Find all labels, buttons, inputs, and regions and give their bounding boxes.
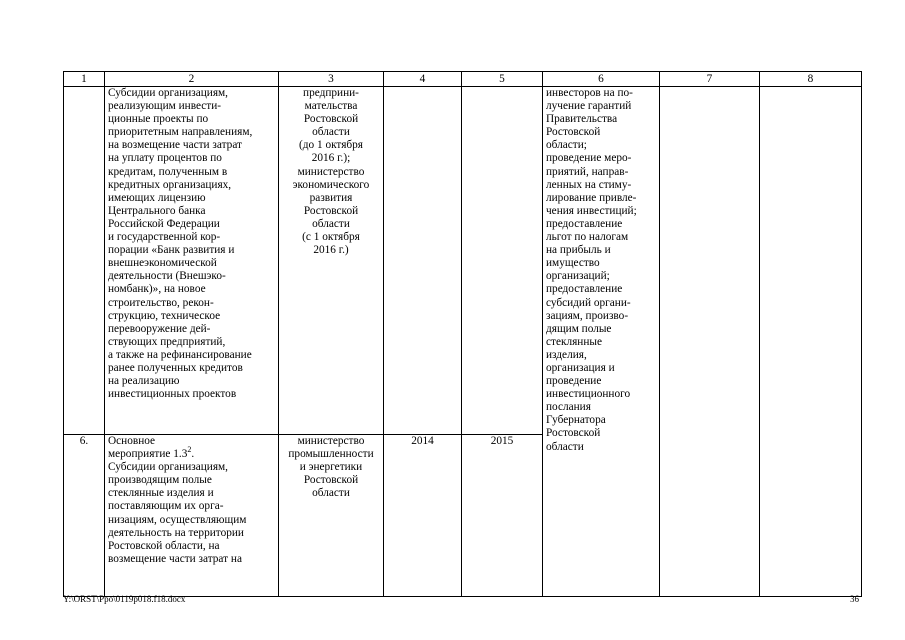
- text-lines: [108, 435, 275, 448]
- text-line: 2016 г.);: [311, 152, 351, 165]
- table-row: [64, 87, 862, 435]
- row-number-cell: [64, 87, 105, 435]
- text-line: производящим полые: [108, 474, 212, 487]
- text-line: кредитных организациях,: [108, 178, 232, 191]
- empty-cell: [660, 87, 760, 597]
- text-line: на реализацию: [108, 375, 180, 388]
- measure-title: [108, 445, 275, 461]
- header-row: [64, 72, 862, 87]
- text-line: организаций;: [546, 270, 610, 283]
- text-line: Губернатора: [546, 414, 606, 427]
- executor-cell: [279, 87, 384, 435]
- text-line: области: [312, 487, 350, 500]
- header-cell: 1: [64, 72, 105, 87]
- text-line: а также на рефинансирование: [108, 348, 252, 361]
- text-line: имеющих лицензию: [108, 191, 206, 204]
- text-line: строительство, рекон-: [108, 296, 214, 309]
- text-line: экономического: [292, 178, 370, 191]
- text-line: Ростовской: [303, 113, 359, 126]
- text-line: перевооружение дей-: [108, 322, 211, 335]
- text-line: ранее полученных кредитов: [108, 361, 243, 374]
- text-line: проведение: [546, 375, 602, 388]
- text-line: инвестиционного: [546, 388, 631, 401]
- text-line: Ростовской: [303, 204, 359, 217]
- text-line: (с 1 октября: [302, 231, 360, 244]
- header-cell: 8: [760, 72, 862, 87]
- start-year-cell: 2014: [384, 435, 462, 597]
- text-line: деятельность на территории: [108, 526, 244, 539]
- end-year-cell: 2015: [462, 435, 543, 597]
- text-line: изделия,: [546, 348, 587, 361]
- text-line: Ростовской: [546, 126, 601, 139]
- text-line: Российской Федерации: [108, 217, 220, 230]
- text-line: инвестиционных проектов: [108, 388, 237, 401]
- header-cell: 3: [279, 72, 384, 87]
- text-line: деятельности (Внешэко-: [108, 270, 226, 283]
- text-line: низациям, осуществляющим: [108, 513, 247, 526]
- text-line: на уплату процентов по: [108, 152, 222, 165]
- header-cell: 7: [660, 72, 760, 87]
- text-line: поставляющим их орга-: [108, 500, 224, 513]
- text-line: инвесторов на по-: [546, 87, 633, 99]
- start-year-cell: [384, 87, 462, 435]
- text-line: и энергетики: [299, 461, 363, 474]
- page-number: 36: [850, 594, 859, 604]
- text-line: предоставление: [546, 283, 623, 296]
- text-line: внешнеэкономической: [108, 257, 217, 270]
- text-line: лучение гарантий: [546, 100, 632, 113]
- text-line: ствующих предприятий,: [108, 335, 226, 348]
- text-line: проведение меро-: [546, 152, 632, 165]
- text-line: и государственной кор-: [108, 231, 221, 244]
- measure-label: мероприятие 1.3: [108, 448, 188, 461]
- program-table: [63, 71, 862, 597]
- text-lines: [108, 461, 275, 566]
- text-line: министерство: [297, 435, 365, 447]
- text-line: предоставление: [546, 217, 623, 230]
- text-line: Центрального банка: [108, 204, 206, 217]
- text-line: струкцию, техническое: [108, 309, 221, 322]
- description-cell: [105, 87, 279, 435]
- text-line: чения инвестиций;: [546, 204, 637, 217]
- text-line: имущество: [546, 257, 600, 270]
- text-line: ционные проекты по: [108, 113, 209, 126]
- text-line: Субсидии организациям,: [108, 461, 228, 474]
- text-line: реализующим инвести-: [108, 100, 222, 113]
- text-line: области;: [546, 139, 587, 152]
- text-line: 2016 г.): [313, 244, 349, 257]
- text-line: ленных на стиму-: [546, 178, 632, 191]
- text-line: Правительства: [546, 113, 618, 126]
- header-cell: 6: [543, 72, 660, 87]
- text-line: предприни-: [303, 87, 359, 99]
- text-line: зациям, произво-: [546, 309, 629, 322]
- text-line: развития: [309, 191, 353, 204]
- text-line: номбанк)», на новое: [108, 283, 206, 296]
- header-cell: 4: [384, 72, 462, 87]
- text-line: промышленности: [288, 448, 374, 461]
- text-line: возмещение части затрат на: [108, 552, 242, 565]
- description-cell: [105, 435, 279, 597]
- text-line: приятий, направ-: [546, 165, 629, 178]
- row-number-cell: 6.: [64, 435, 105, 597]
- text-line: Ростовской: [303, 474, 359, 487]
- text-line: приоритетным направлениям,: [108, 126, 253, 139]
- text-line: области: [546, 440, 584, 453]
- text-line: области: [312, 217, 350, 230]
- measure-dot: .: [191, 448, 195, 461]
- text-line: Ростовской области, на: [108, 539, 220, 552]
- text-line: на возмещение части затрат: [108, 139, 242, 152]
- text-line: Ростовской: [546, 427, 601, 440]
- text-line: на прибыль и: [546, 244, 611, 257]
- text-line: порации «Банк развития и: [108, 244, 235, 257]
- file-path: Y:\ORST\Ppo\0119p018.f18.docx: [63, 594, 186, 604]
- text-line: мательства: [304, 100, 358, 113]
- text-line: министерство: [297, 165, 365, 178]
- header-cell: 5: [462, 72, 543, 87]
- text-line: стеклянные: [546, 335, 602, 348]
- end-year-cell: [462, 87, 543, 435]
- text-line: области: [312, 126, 350, 139]
- text-line: льгот по налогам: [546, 231, 629, 244]
- text-line: стеклянные изделия и: [108, 487, 214, 500]
- text-line: дящим полые: [546, 322, 612, 335]
- executor-cell: [279, 435, 384, 597]
- text-line: субсидий органи-: [546, 296, 631, 309]
- text-line: организация и: [546, 361, 615, 374]
- text-line: (до 1 октября: [298, 139, 364, 152]
- text-line: Основное: [108, 435, 156, 447]
- text-line: послания: [546, 401, 591, 414]
- empty-cell: [760, 87, 862, 597]
- footnote-mark: 2: [187, 445, 192, 455]
- text-line: лирование привле-: [546, 191, 637, 204]
- text-line: Субсидии организациям,: [108, 87, 228, 99]
- text-line: кредитам, полученным в: [108, 165, 228, 178]
- header-cell: 2: [105, 72, 279, 87]
- result-cell: [543, 87, 660, 597]
